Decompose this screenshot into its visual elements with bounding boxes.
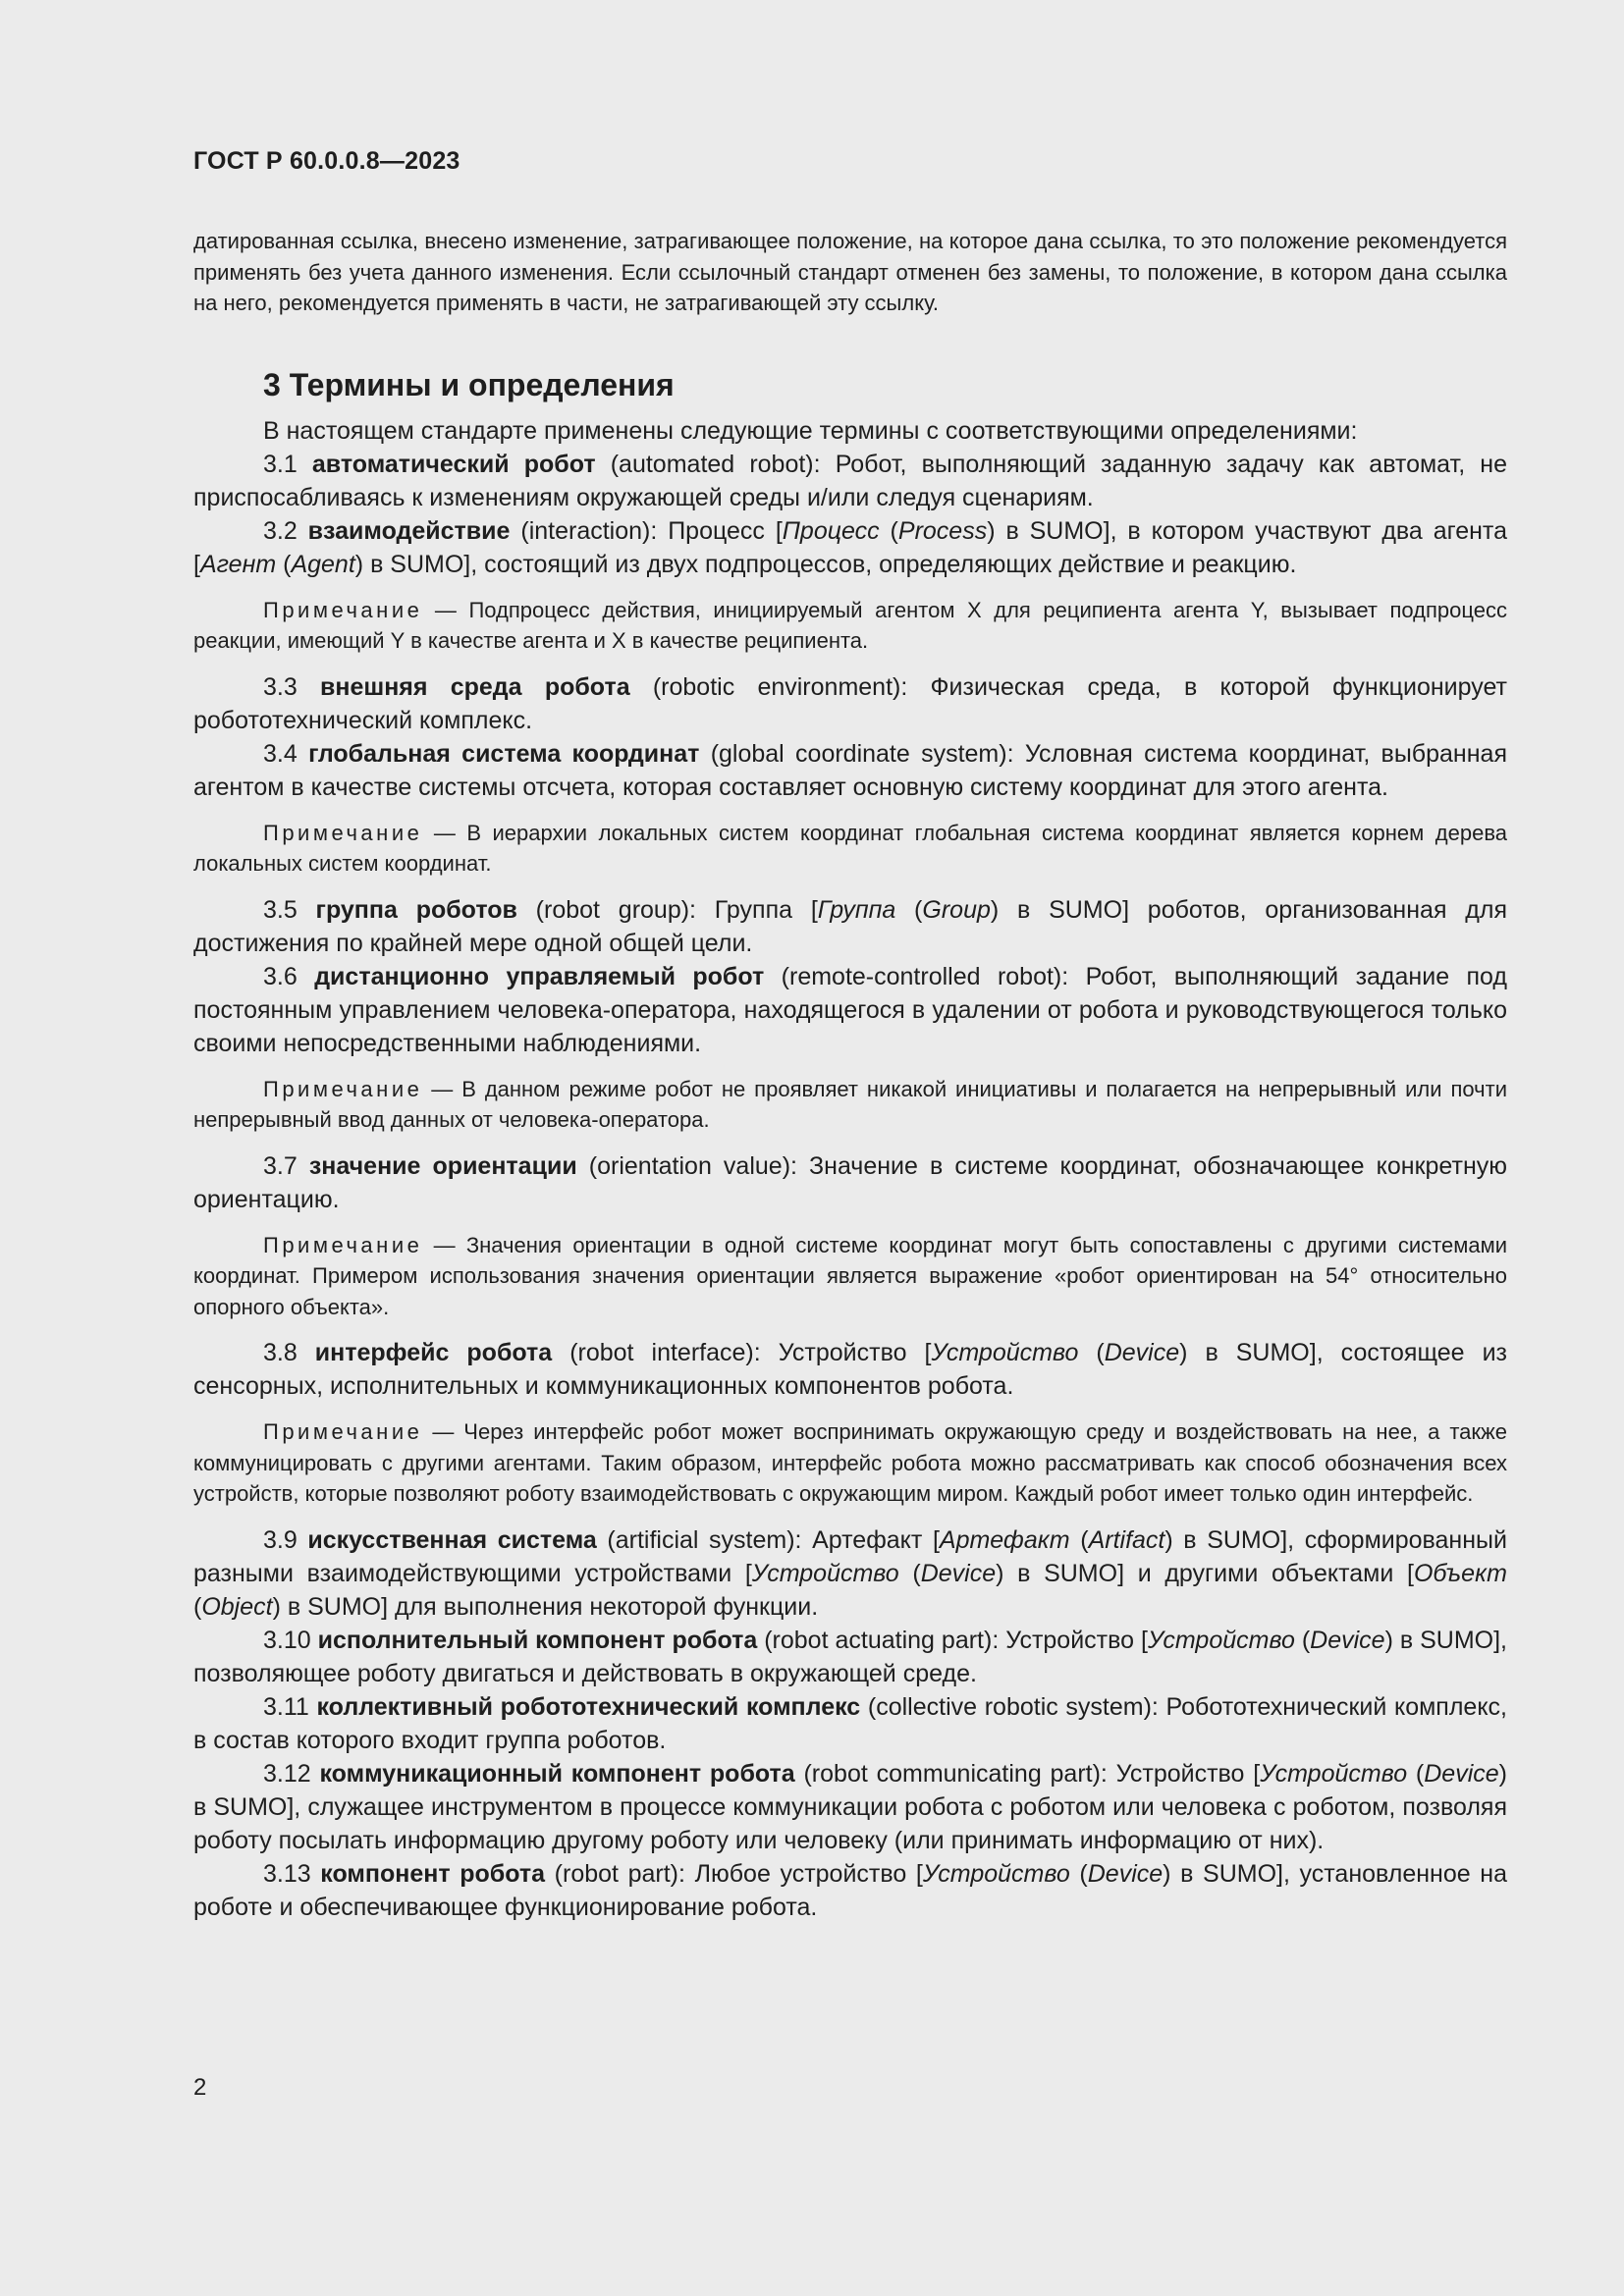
term-name: исполнительный компонент робота (317, 1626, 758, 1654)
page-number: 2 (193, 2074, 207, 2101)
page-content (193, 226, 1507, 1924)
term-3-13: 3.13 компонент робота (robot part): Любое устройство [Устройство (Device) в SUMO], установленное на роботе и обеспечивающее функционирование робота. (193, 1859, 1507, 1921)
term-name: группа роботов (315, 895, 517, 924)
note-3-6: Примечание — В данном режиме робот не проявляет никакой инициативы и полагается на непрерывный или почти непрерывный ввод данных от человека-оператора. (193, 1076, 1507, 1132)
section-lead: В настоящем стандарте применены следующие термины с соответствующими определениями: (263, 416, 1358, 445)
term-name: коммуникационный компонент робота (319, 1759, 795, 1788)
term-3-3: 3.3 внешняя среда робота (robotic environment): Физическая среда, в которой функционирует робототехнический комплекс. (193, 672, 1507, 734)
term-name: значение ориентации (308, 1151, 577, 1180)
section-title: 3 Термины и определения (263, 366, 675, 402)
term-3-11: 3.11 коллективный робототехнический комплекс (collective robotic system): Робототехнический комплекс, в состав которого входит группа роботов. (193, 1692, 1507, 1754)
term-name: внешняя среда робота (320, 672, 630, 701)
term-name: искусственная система (307, 1525, 597, 1554)
document-code-header: ГОСТ Р 60.0.0.8—2023 (193, 147, 460, 175)
term-3-2: 3.2 взаимодействие (interaction): Процесс [Процесс (Process) в SUMO], в котором участвуют два агента [Агент (Agent) в SUMO], состоящий из двух подпроцессов, определяющих действие и реакцию. (193, 516, 1507, 578)
intro-paragraph: датированная ссылка, внесено изменение, затрагивающее положение, на которое дана ссылка, то это положение рекомендуется применять без учета данного изменения. Если ссылочный стандарт отменен без замены, то положение, в котором дана ссылка на него, рекомендуется применять в части, не затрагивающей эту ссылку. (193, 229, 1507, 315)
term-name: дистанционно управляемый робот (314, 962, 765, 990)
term-3-7: 3.7 значение ориентации (orientation value): Значение в системе координат, обозначающее конкретную ориентацию. (193, 1151, 1508, 1213)
term-3-8: 3.8 интерфейс робота (robot interface): Устройство [Устройство (Device) в SUMO], состоящее из сенсорных, исполнительных и коммуникационных компонентов робота. (193, 1339, 1507, 1400)
term-3-6: 3.6 дистанционно управляемый робот (remote-controlled robot): Робот, выполняющий задание под постоянным управлением человека-оператора, находящегося в удалении от робота и руководствующегося только своими непосредственными наблюдениями. (193, 962, 1508, 1057)
note-label: Примечание (263, 1076, 423, 1101)
term-3-1: 3.1 автоматический робот (automated robot): Робот, выполняющий заданную задачу как автомат, не приспосабливаясь к изменениям окружающей среды и/или следуя сценариям. (193, 450, 1507, 511)
note-label: Примечание (263, 597, 423, 622)
term-3-4: 3.4 глобальная система координат (global coordinate system): Условная система координат, выбранная агентом в качестве системы отсчета, которая составляет основную систему координат для этого агента. (193, 739, 1507, 801)
note-3-4: Примечание — В иерархии локальных систем координат глобальная система координат является корнем дерева локальных систем координат. (193, 820, 1507, 876)
note-3-8: Примечание — Через интерфейс робот может воспринимать окружающую среду и воздействовать на нее, а также коммуницировать с другими агентами. Таким образом, интерфейс робота можно рассматривать как способ обозначения всех устройств, которые позволяют роботу взаимодействовать с окружающим миром. Каждый робот имеет только один интерфейс. (193, 1419, 1507, 1506)
term-name: компонент робота (320, 1859, 546, 1888)
term-3-9: 3.9 искусственная система (artificial system): Артефакт [Артефакт (Artifact) в SUMO], сформированный разными взаимодействующими устройствами [Устройство (Device) в SUMO] и другими объектами [Объект (Object) в SUMO] для выполнения некоторой функции. (193, 1525, 1507, 1621)
note-label: Примечание (263, 1419, 423, 1444)
note-3-2: Примечание — Подпроцесс действия, инициируемый агентом X для реципиента агента Y, вызывает подпроцесс реакции, имеющий Y в качестве агента и X в качестве реципиента. (193, 597, 1507, 653)
term-3-10: 3.10 исполнительный компонент робота (robot actuating part): Устройство [Устройство (Device) в SUMO], позволяющее роботу двигаться и действовать в окружающей среде. (193, 1626, 1507, 1687)
note-label: Примечание (263, 1232, 423, 1257)
term-3-12: 3.12 коммуникационный компонент робота (robot communicating part): Устройство [Устройство (Device) в SUMO], служащее инструментом в процессе коммуникации робота с роботом или человека с роботом, позволяя роботу посылать информацию другому роботу или человеку (или принимать информацию от них). (193, 1759, 1507, 1854)
note-3-7: Примечание — Значения ориентации в одной системе координат могут быть сопоставлены с другими системами координат. Примером использования значения ориентации является выражение «робот ориентирован на 54° относительно опорного объекта». (193, 1232, 1507, 1319)
term-name: коллективный робототехнический комплекс (316, 1692, 861, 1721)
term-3-5: 3.5 группа роботов (robot group): Группа [Группа (Group) в SUMO] роботов, организованная для достижения по крайней мере одной общей цели. (193, 895, 1507, 957)
term-name: глобальная система координат (308, 739, 700, 768)
term-name: взаимодействие (307, 516, 511, 545)
term-name: автоматический робот (311, 450, 596, 478)
term-name: интерфейс робота (314, 1339, 553, 1366)
note-label: Примечание (263, 820, 423, 845)
